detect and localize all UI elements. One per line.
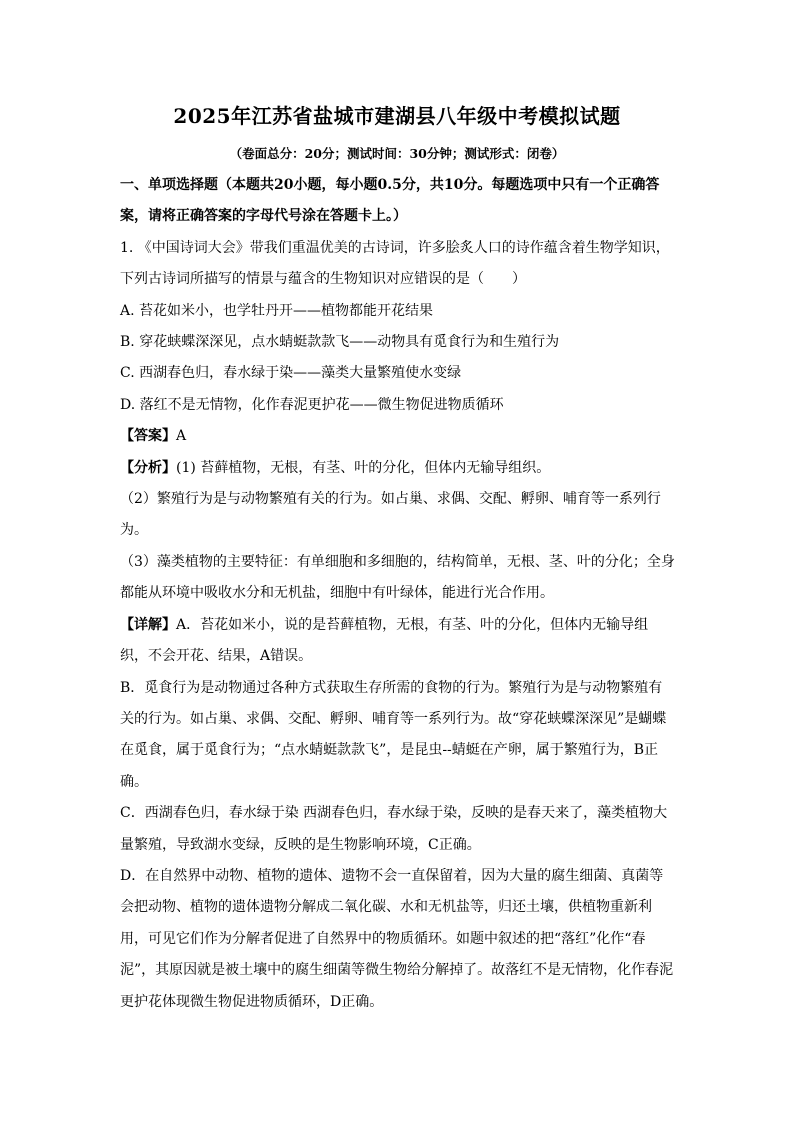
detail-text: A．苔花如米小，说的是苔藓植物，无根，有茎、叶的分化，但体内无输导组 (176, 616, 649, 633)
detail-line: 关的行为。如占巢、求偶、交配、孵卵、哺育等一系列行为。故“穿花蛱蝶深深见”是蝴蝶 (120, 710, 667, 727)
analysis-line: （3）藻类植物的主要特征：有单细胞和多细胞的，结构简单，无根、茎、叶的分化；全身 (120, 553, 675, 570)
option-d: D. 落红不是无情物，化作春泥更护花——微生物促进物质循环 (120, 396, 504, 413)
analysis-line: （2）繁殖行为是与动物繁殖有关的行为。如占巢、求偶、交配、孵卵、哺育等一系列行 (120, 491, 661, 508)
analysis-text: (1) 苔藓植物，无根，有茎、叶的分化，但体内无输导组织。 (176, 459, 551, 476)
answer-label: 【答案】 (120, 428, 176, 445)
section-heading-line: 案，请将正确答案的字母代号涂在答题卡上。） (120, 208, 407, 225)
detail-line: 织，不会开花、结果，A错误。 (120, 648, 313, 665)
detail-line: 量繁殖，导致湖水变绿，反映的是生物影响环境，C正确。 (120, 836, 481, 853)
analysis-line (120, 453, 680, 484)
detail-line: 在觅食，属于觅食行为；“点水蜻蜓款款飞”，是昆虫--蜻蜓在产卵，属于繁殖行为，B正 (120, 742, 659, 759)
exam-info: （卷面总分：20分；测试时间：30分钟；测试形式：闭卷） (229, 146, 565, 161)
question-stem-line: 下列古诗词所描写的情景与蕴含的生物知识对应错误的是（ ） (120, 271, 526, 288)
option-c: C. 西湖春色归，春水绿于染——藻类大量繁殖使水变绿 (120, 365, 462, 382)
option-b: B. 穿花蛱蝶深深见，点水蜻蜓款款飞——动物具有觅食行为和生殖行为 (120, 334, 560, 351)
detail-line (120, 610, 680, 641)
section-heading-line: 一、单项选择题（本题共20小题，每小题0.5分，共10分。每题选项中只有一个正确答 (120, 177, 660, 193)
question-stem-line: 1. 《中国诗词大会》带我们重温优美的古诗词，许多脍炙人口的诗作蕴含着生物学知识， (120, 239, 670, 256)
detail-line: C．西湖春色归，春水绿于染 西湖春色归，春水绿于染，反映的是春天来了，藻类植物大 (120, 805, 668, 822)
detail-line: 会把动物、植物的遗体遗物分解成二氧化碳、水和无机盐等，归还土壤，供植物重新利 (120, 899, 652, 916)
answer-value: A (176, 428, 187, 445)
page-title: 2025年江苏省盐城市建湖县八年级中考模拟试题 (173, 104, 621, 128)
analysis-label: 【分析】 (120, 459, 176, 476)
detail-line: 泥”，其原因就是被土壤中的腐生细菌等微生物给分解掉了。故落红不是无情物，化作春泥 (120, 962, 674, 979)
detail-label: 【详解】 (120, 616, 176, 633)
detail-line: 用，可见它们作为分解者促进了自然界中的物质循环。如题中叙述的把“落红”化作“春 (120, 930, 646, 947)
document-body (120, 170, 680, 1018)
analysis-line: 为。 (120, 522, 148, 539)
detail-line: 确。 (120, 773, 148, 790)
detail-line: 更护花体现微生物促进物质循环，D正确。 (120, 993, 384, 1010)
detail-line: B．觅食行为是动物通过各种方式获取生存所需的食物的行为。繁殖行为是与动物繁殖有 (120, 679, 663, 696)
answer-line (120, 421, 680, 452)
detail-line: D．在自然界中动物、植物的遗体、遗物不会一直保留着，因为大量的腐生细菌、真菌等 (120, 867, 664, 884)
option-a: A. 苔花如米小，也学牡丹开——植物都能开花结果 (120, 302, 434, 319)
analysis-line: 都能从环境中吸收水分和无机盐，细胞中有叶绿体，能进行光合作用。 (120, 585, 554, 602)
